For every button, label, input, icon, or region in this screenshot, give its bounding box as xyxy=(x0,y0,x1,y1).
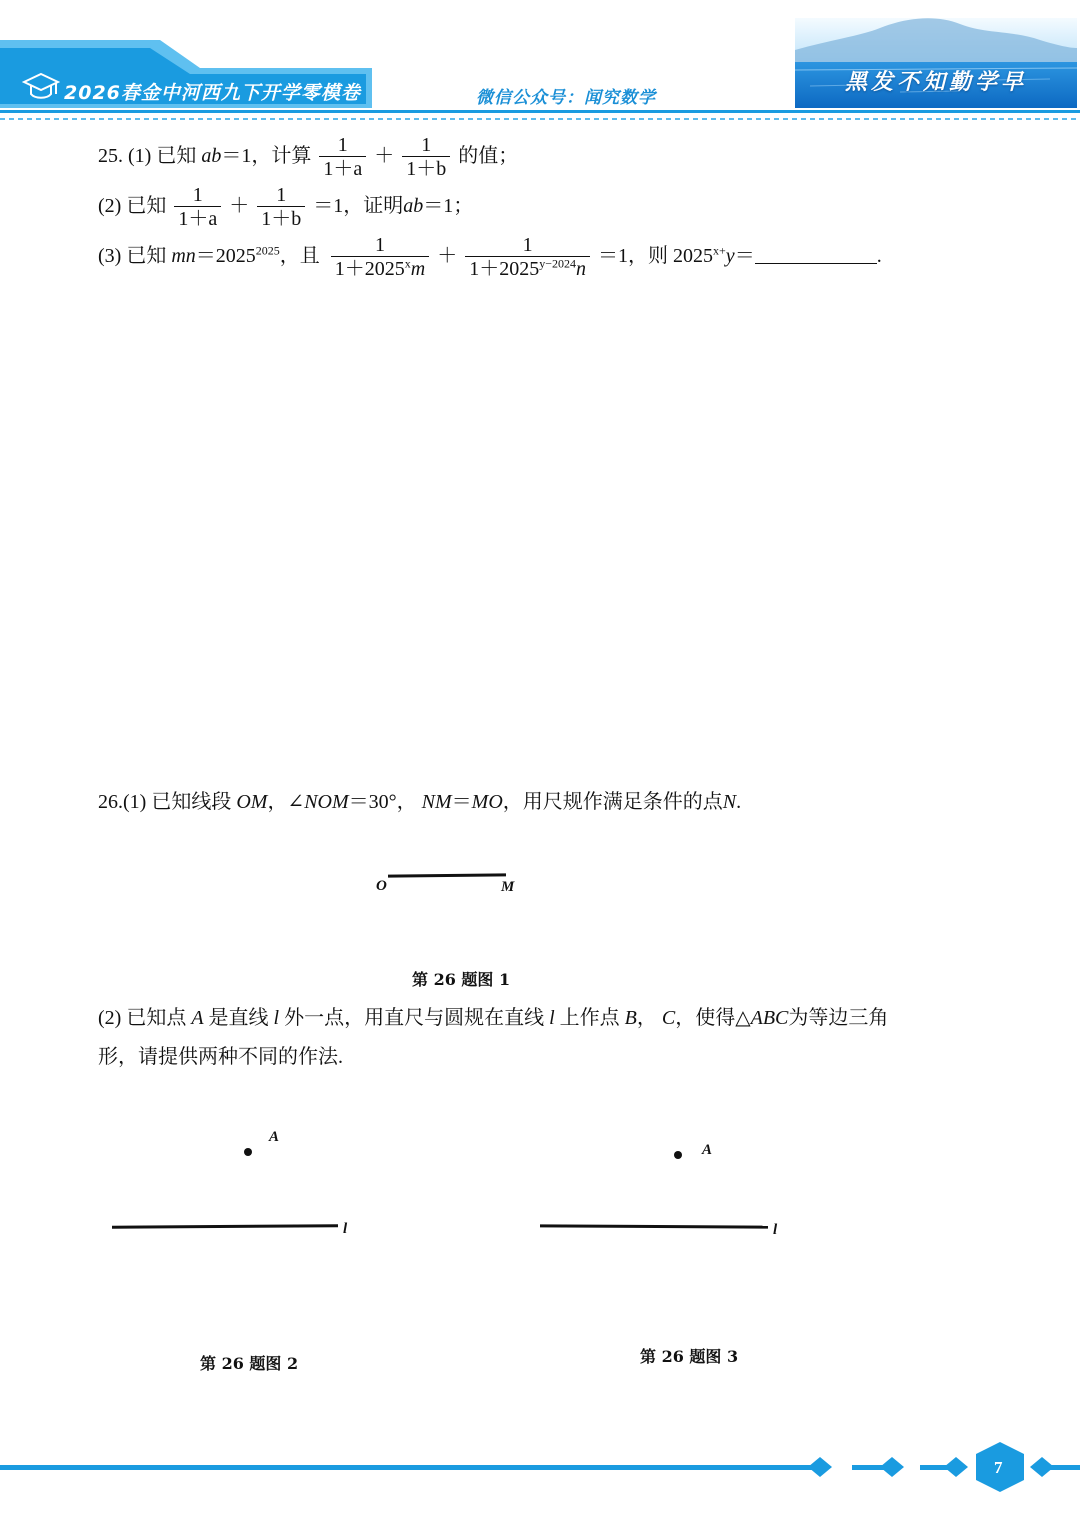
q26-p1-text3: ＝30°， xyxy=(348,791,417,813)
page-number: 7 xyxy=(994,1458,1003,1477)
q26-part1 xyxy=(98,789,741,815)
exponent: 2025 xyxy=(255,243,280,258)
point-a xyxy=(674,1151,682,1159)
q26-p1-var3: NM xyxy=(421,791,452,813)
q26-p2-text4: 上作点 xyxy=(559,1007,620,1029)
q26-p1-var: OM xyxy=(236,791,268,813)
footer-rule-graphic xyxy=(0,1440,1080,1500)
q25-p3-text: (3) 已知 xyxy=(98,245,167,268)
fraction: $\frac{1}{1+2025^{y-2024}n}$ xyxy=(465,234,590,281)
q25-p2-var: ab xyxy=(403,195,424,218)
figure-caption: 第 26 题图 1 xyxy=(412,970,511,989)
line-l xyxy=(112,1224,338,1229)
q26-p2-var6: ABC xyxy=(750,1007,789,1029)
q25-p1-text2: ＝1，计算 xyxy=(221,145,312,168)
q26-p1-var5: N xyxy=(722,791,737,813)
q26-p2-var2: l xyxy=(273,1007,280,1029)
q25-p3-text5: ＝ xyxy=(734,245,755,268)
plus-sign: ＋ xyxy=(437,245,458,268)
q26-p2-text5: ，使得△ xyxy=(675,1007,751,1029)
q26-p1-text5: ，用尺规作满足条件的点 xyxy=(502,791,723,813)
q25-p3-var2: y xyxy=(725,245,735,268)
graduation-cap-icon xyxy=(22,72,60,102)
figure-caption: 第 26 题图 3 xyxy=(640,1347,739,1366)
q25-p1-text: 25. (1) 已知 xyxy=(98,145,197,168)
q25-p3-text3: ，且 xyxy=(279,245,320,268)
q25-p3-var: mn xyxy=(171,245,196,268)
fraction: $\frac{1}{1+a}$ xyxy=(174,184,221,231)
q25-p2-text3: ＝1； xyxy=(423,195,474,218)
exam-title: 2026春金中河西九下开学零模卷 xyxy=(64,82,361,104)
q25-p1-var: ab xyxy=(201,145,222,168)
q25-p1-text3: 的值； xyxy=(458,145,519,168)
q26-part2-line2: 形，请提供两种不同的作法. xyxy=(98,1046,343,1068)
plus-sign: ＋ xyxy=(229,195,250,218)
q25-part3 xyxy=(98,234,882,281)
fraction: $\frac{1}{1+a}$ xyxy=(319,134,366,181)
answer-blank[interactable] xyxy=(755,245,877,264)
q26-p2-var3: l xyxy=(549,1007,555,1029)
q25-p3-end: . xyxy=(876,245,882,268)
label-a: A xyxy=(269,1129,280,1145)
header-motto: 黑发不知勤学早 xyxy=(845,70,1028,95)
q26-p1-var2: NOM xyxy=(304,791,349,813)
line-l xyxy=(540,1224,768,1228)
q26-p2-text: (2) 已知点 xyxy=(98,1007,187,1029)
q26-p1-end: . xyxy=(736,791,742,813)
fraction: $\frac{1}{1+2025^xm}$ xyxy=(331,234,429,281)
wechat-account: 微信公众号：闻究数学 xyxy=(476,88,656,108)
label-a: A xyxy=(702,1142,713,1158)
label-m: M xyxy=(501,879,515,895)
q25-p3-text4: ＝1，则 2025 xyxy=(598,245,714,268)
q26-p1-text2: ，∠ xyxy=(267,791,305,813)
label-o: O xyxy=(376,878,387,894)
q25-p2-text: (2) 已知 xyxy=(98,195,167,218)
q26-p2-text3: 外一点，用直尺与圆规在直线 xyxy=(284,1007,545,1029)
q25-p2-text2: ＝1，证明 xyxy=(313,195,404,218)
q26-p2-text2: 是直线 xyxy=(208,1007,269,1029)
label-l: l xyxy=(773,1222,778,1238)
fraction: $\frac{1}{1+b}$ xyxy=(402,134,450,181)
q26-p2-var: A xyxy=(191,1007,204,1029)
figure-caption: 第 26 题图 2 xyxy=(200,1354,299,1373)
q25-p3-text2: ＝2025 xyxy=(195,245,256,268)
label-l: l xyxy=(343,1221,348,1237)
q26-p2-var4: B xyxy=(624,1007,637,1029)
q26-part2-line1 xyxy=(98,1005,888,1031)
q26-p1-text4: ＝ xyxy=(451,791,472,813)
segment-om xyxy=(388,873,506,877)
q26-p1-text: 26.(1) 已知线段 xyxy=(98,791,232,813)
fraction: $\frac{1}{1+b}$ xyxy=(257,184,305,231)
q26-p2-comma: ， xyxy=(636,1007,657,1029)
point-a xyxy=(244,1148,252,1156)
plus-sign: ＋ xyxy=(374,145,395,168)
q25-part1 xyxy=(98,134,518,181)
q25-part2 xyxy=(98,184,473,231)
q26-p1-var4: MO xyxy=(471,791,503,813)
q26-p2-text6: 为等边三角 xyxy=(788,1007,889,1029)
exponent: x+ xyxy=(713,243,726,258)
q26-p2-var5: C xyxy=(661,1007,676,1029)
